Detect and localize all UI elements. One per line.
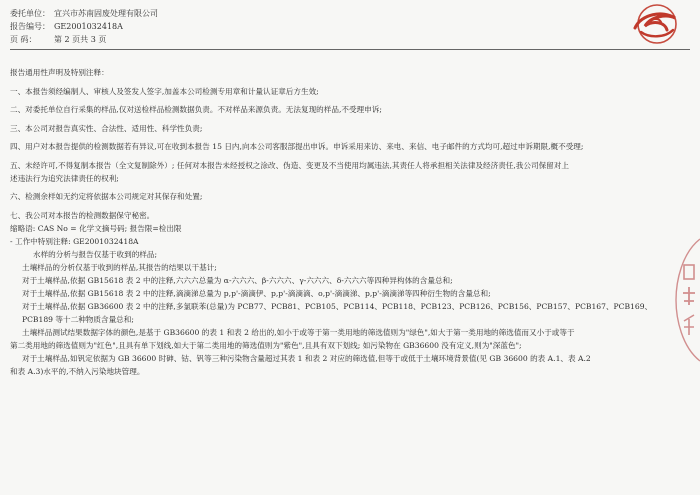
work-note-6: 土壤样品测试结果数据字体的颜色,是基于 GB36600 的表 1 和表 2 给出的,如小于或等于第一类用地的筛选值则为"绿色",如大于第一类用地的筛选值而又小于或等于 <box>22 327 575 337</box>
work-note-2: 土壤样品的分析仅基于收到的样品,其报告的结果以干基计; <box>22 262 217 272</box>
work-note-1: 水样的分析与报告仅基于收到的样品; <box>33 249 158 259</box>
note-item-5-cont: 述违法行为追究法律责任的权利; <box>10 173 119 183</box>
note-item-2: 二、对委托单位自行采集的样品,仅对送检样品检测数据负责。不对样品来源负责。无法复现的样品,不受理申诉; <box>10 105 382 114</box>
note-item-5: 五、未经许可,不得复制本报告（全文复制除外）; 任何对本报告未经授权之涂改、伪造、变更及不当使用均属违法,其责任人将承担相关法律及经济责任,我公司保留对上 <box>10 160 569 170</box>
work-note-7-cont: 和表 A.3)水平的,不纳入污染地块管理。 <box>10 366 145 376</box>
page-number-label: 页 码： <box>10 35 37 44</box>
page-number-row <box>10 33 570 46</box>
client-row <box>10 7 570 20</box>
abbreviations: 缩略语: CAS No = 化学文摘号码; 报告限=检出限 <box>10 223 182 233</box>
client-value: 宜兴市苏南固废处理有限公司 <box>54 9 158 18</box>
work-note-7: 对于土壤样品,如钒定依据为 GB 36600 时砷、钴、钒等三种污染物含量超过其表 1 和表 2 对应的筛选值,但等于或低于土壤环境背景值(见 GB 36600 的表 A.1、表 A.2 <box>22 353 591 363</box>
work-note-3: 对于土壤样品,依据 GB15618 表 2 中的注释,六六六总量为 α-六六六、β-六六六、γ-六六六、δ-六六六等四种异构体的含量总和; <box>22 275 453 285</box>
notes-heading: 报告通用性声明及特别注释： <box>10 68 109 77</box>
note-item-6: 六、检测余样如无约定将依据本公司规定对其保存和处置; <box>10 192 203 201</box>
company-logo-icon <box>605 2 691 46</box>
note-item-4: 四、用户对本报告提供的检测数据若有异议,可在收到本报告 15 日内,向本公司客服部提出申诉。申诉采用来访、来电、来信、电子邮件的方式均可,超过申诉期限,概不受理; <box>10 142 584 151</box>
work-note-5: 对于土壤样品,依据 GB36600 表 2 中的注释,多氯联苯(总量)为 PCB77、PCB81、PCB105、PCB114、PCB118、PCB123、PCB126、PCB156、PCB157、PCB167、PCB169、 <box>22 301 653 311</box>
note-item-1: 一、本报告须经编制人、审核人及签发人签字,加盖本公司检测专用章和计量认证章后方生效; <box>10 86 319 96</box>
header-divider <box>10 49 690 50</box>
work-note-5-cont: PCB189 等十二种物质含量总和; <box>22 314 134 324</box>
work-notes-heading: - 工作中特别注释: GE2001032418A <box>10 236 139 246</box>
work-note-4: 对于土壤样品,依据 GB15618 表 2 中的注释,滴滴涕总量为 p,p'-滴滴伊、p,p'-滴滴滴、o,p'-滴滴涕、p,p'-滴滴涕等四种衍生物的含量总和; <box>22 288 491 298</box>
note-item-3: 三、本公司对报告真实性、合法性、适用性、科学性负责; <box>10 123 203 133</box>
page-number-value: 第 2 页共 3 页 <box>54 35 107 44</box>
report-number-row <box>10 20 570 33</box>
report-number-label: 报告编号： <box>10 22 50 31</box>
report-header <box>10 7 570 46</box>
work-note-6-cont: 第二类用地的筛选值则为"红色",且具有单下划线,如大于第二类用地的筛选值则为"紫色",且具有双下划线; 如污染物在 GB36600 没有定义,则为"深蓝色"; <box>10 340 522 350</box>
report-body <box>10 66 692 378</box>
note-item-7: 七、我公司对本报告的检测数据保守秘密。 <box>10 210 155 220</box>
client-label: 委托单位： <box>10 9 50 18</box>
report-number-value: GE2001032418A <box>54 22 123 31</box>
